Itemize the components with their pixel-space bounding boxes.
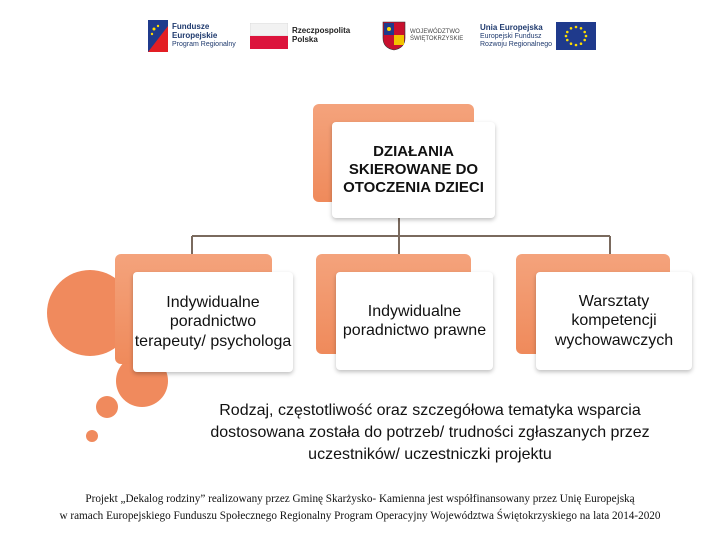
child-node-1-label: Indywidualne poradnictwo terapeuty/ psychologa bbox=[134, 293, 292, 350]
fundusze-line2: Europejskie bbox=[172, 31, 218, 40]
unia-line1: Unia Europejska bbox=[480, 22, 543, 32]
fundusze-europejskie-logo bbox=[148, 18, 236, 54]
fundusze-line3: Program Regionalny bbox=[172, 41, 236, 48]
wojewodztwo-logo bbox=[382, 18, 463, 54]
rzeczpospolita-logo bbox=[250, 18, 350, 54]
polish-flag-icon bbox=[250, 23, 288, 49]
decorative-circle-small bbox=[96, 396, 118, 418]
wojewodztwo-line2: ŚWIĘTOKRZYSKIE bbox=[410, 36, 464, 42]
unia-line2: Europejski Fundusz bbox=[480, 32, 542, 40]
footer-line2: w ramach Europejskiego Funduszu Społecznego Regionalny Program Operacyjny Województwa Świętokrzyskiego na lata 2014-2020 bbox=[59, 510, 661, 522]
child-node-3-label: Warsztaty kompetencji wychowawczych bbox=[554, 292, 674, 349]
child-node-2-label: Indywidualne poradnictwo prawne bbox=[342, 302, 487, 339]
summary-text: Rodzaj, częstotliwość oraz szczegółowa tematyka wsparcia dostosowana została do potrzeb/ trudności zgłaszanych przez uczestników/ uczestniczki projektu bbox=[210, 402, 650, 463]
footer-line1: Projekt „Dekalog rodziny” realizowany przez Gminę Skarżysko- Kamienna jest współfinansowany przez Unię Europejską bbox=[85, 493, 635, 505]
rzeczpospolita-line1: Rzeczpospolita bbox=[292, 26, 351, 35]
rzeczpospolita-line2: Polska bbox=[292, 35, 318, 44]
wojewodztwo-line1: WOJEWÓDZTWO bbox=[410, 29, 460, 35]
fundusze-line1: Fundusze bbox=[172, 22, 210, 31]
footer bbox=[0, 491, 720, 525]
coat-of-arms-icon bbox=[382, 21, 406, 51]
unia-line3: Rozwoju Regionalnego bbox=[480, 40, 552, 48]
eu-flag-icon bbox=[556, 22, 596, 50]
fundusze-emblem-icon bbox=[148, 20, 168, 52]
top-node-label: DZIAŁANIA SKIEROWANE DO OTOCZENIA DZIECI bbox=[343, 143, 484, 196]
logo-bar bbox=[0, 0, 720, 70]
decorative-circle-tiny bbox=[86, 430, 98, 442]
unia-europejska-logo bbox=[480, 18, 596, 54]
